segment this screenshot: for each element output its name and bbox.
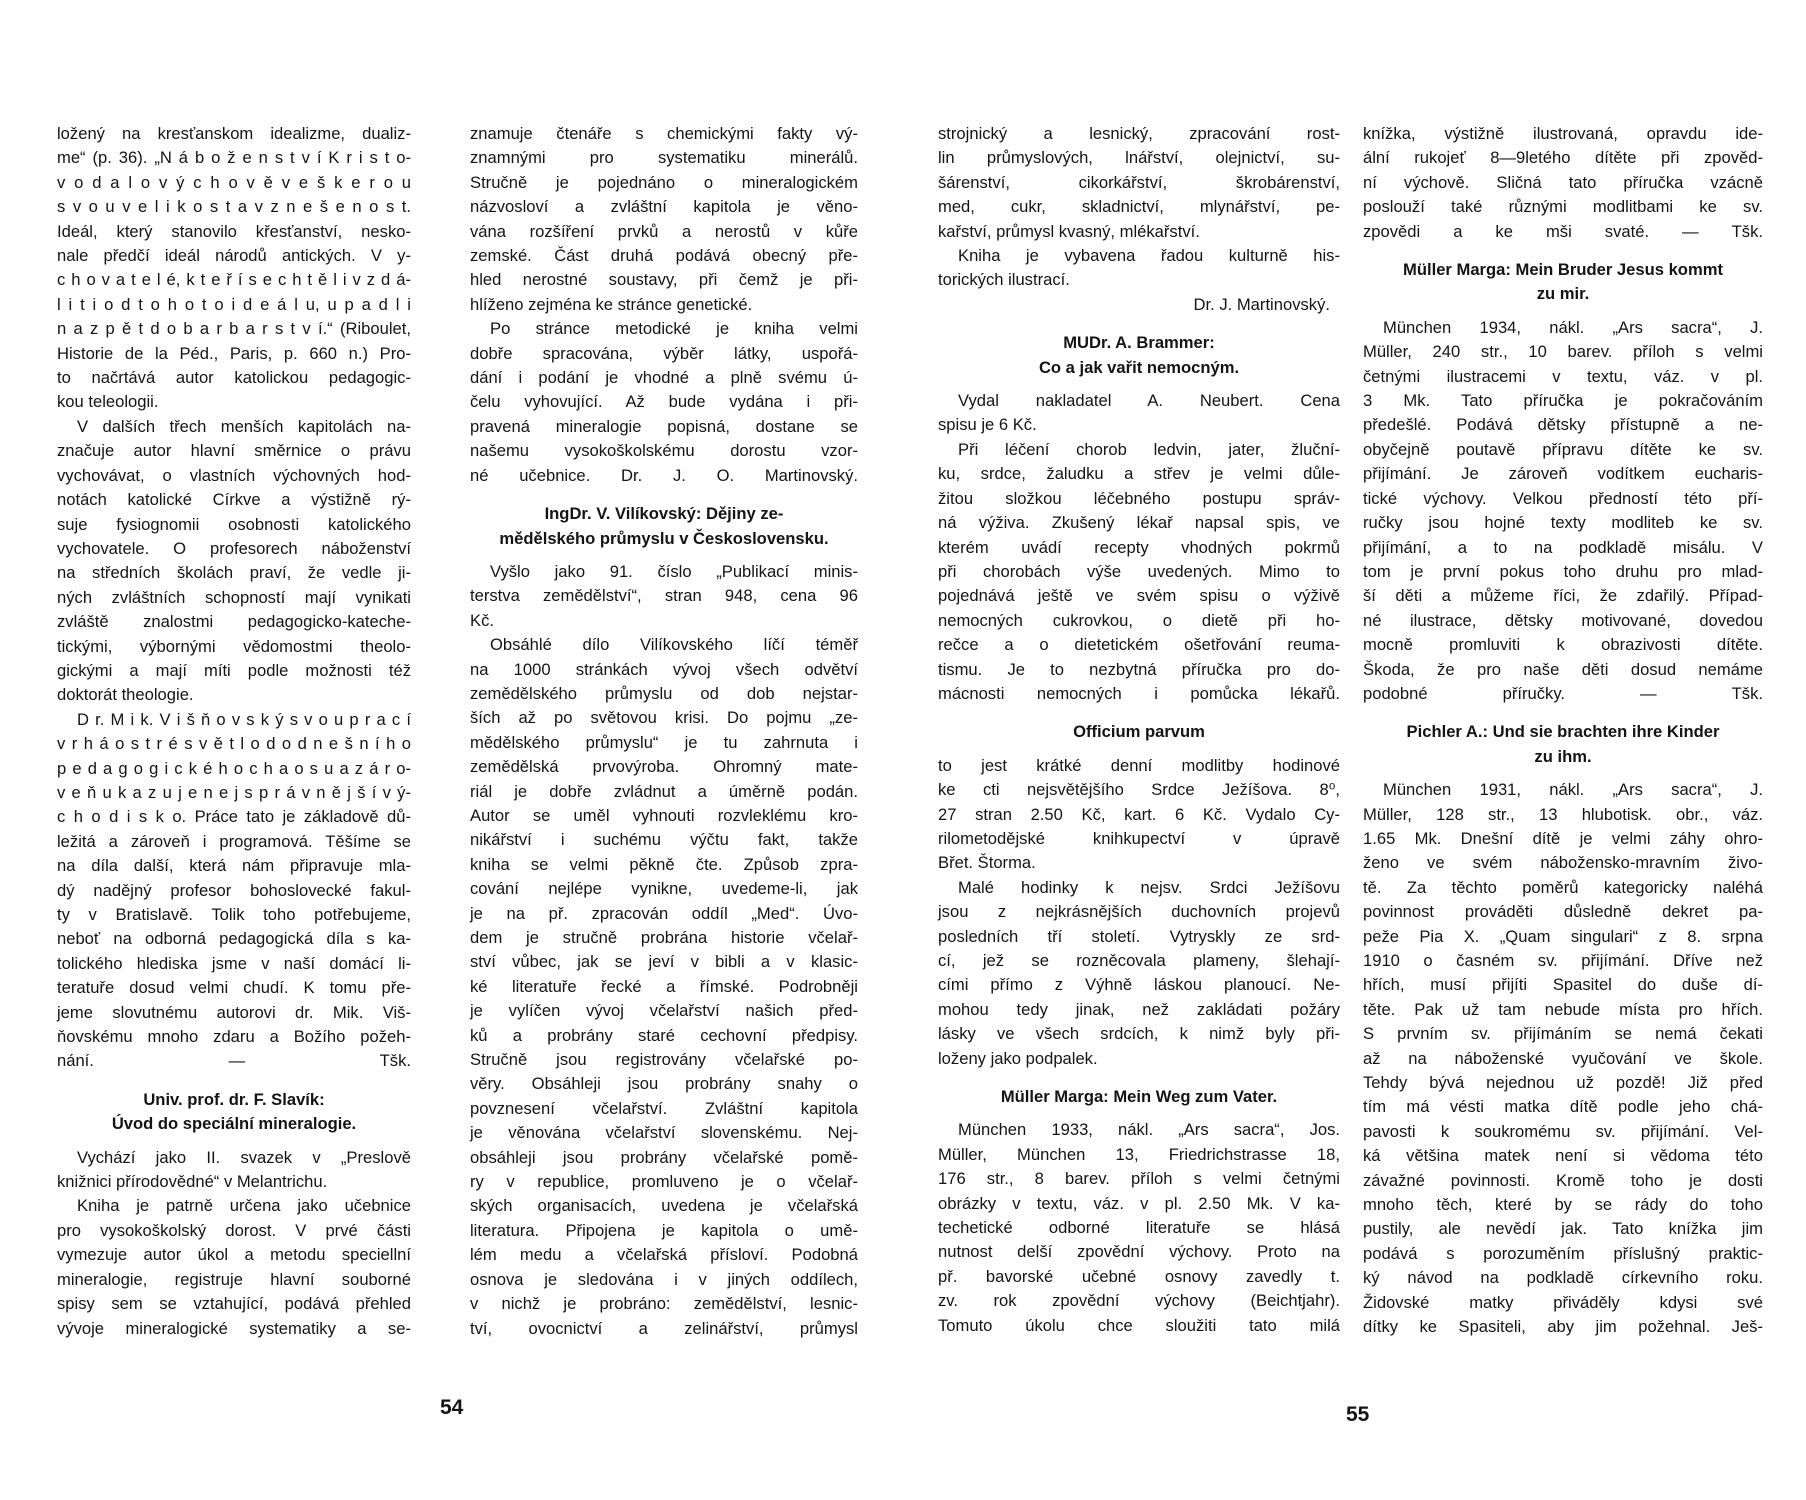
heading-line: Officium parvum: [1073, 722, 1205, 742]
text-line: ká většina matek není si vědoma této: [1363, 1146, 1763, 1166]
text-line: v r h á o s t r é s v ě t l o d o d n e š n í h o: [57, 734, 411, 754]
review-heading: [57, 1088, 411, 1137]
text-line: Při léčení chorob ledvin, jater, žluční-: [958, 439, 1340, 459]
text-line: n a z p ě t d o b a r b a r s t v í.“ (Riboulet,: [57, 319, 411, 339]
text-line: je na př. zpracován oddíl „Med“. Úvo-: [470, 903, 858, 923]
review-heading: [1363, 720, 1763, 769]
text-line: nání. — Tšk.: [57, 1051, 411, 1071]
text-line: hled nerostné soustavy, při čemž je při-: [470, 270, 858, 290]
heading-line: mědělského průmyslu v Československu.: [499, 528, 829, 548]
text-line: zemědělská prvovýroba. Ohromný mate-: [470, 757, 858, 777]
text-line: ty v Bratislavě. Tolik toho potřebujeme,: [57, 905, 411, 924]
page-55-column-right: [1363, 122, 1763, 1340]
text-line: na středních školách praví, že vedle ji-: [57, 563, 411, 583]
text-line: zemské. Část druhá podává obecný pře-: [470, 246, 858, 266]
text-line: mědělského průmyslu“ je tu zahrnuta i: [470, 732, 858, 752]
text-line: přijímání, a to na podkladě misálu. V: [1363, 537, 1763, 557]
text-line: to jest krátké denní modlitby hodinové: [938, 755, 1340, 775]
text-line: Tomuto úkolu chce sloužiti tato milá: [938, 1315, 1340, 1335]
heading-line: Müller Marga: Mein Weg zum Vater.: [1000, 1087, 1278, 1107]
text-line: spisy sem se vztahující, podává přehled: [57, 1294, 411, 1314]
text-line: podobné příručky. — Tšk.: [1363, 683, 1763, 703]
text-line: Müller, 128 str., 13 hlubotisk. obr., váz.: [1363, 804, 1763, 824]
text-line: ležitá a zároveň i programová. Těšíme se: [57, 831, 411, 851]
heading-line: IngDr. V. Vilíkovský: Dějiny ze-: [544, 504, 784, 524]
paragraph: [57, 1194, 411, 1340]
heading-line: Pichler A.: Und sie brachten ihre Kinder: [1406, 722, 1720, 742]
text-line: ských organisacích, uvedena je včelařská: [470, 1196, 858, 1216]
text-line: ké literatuře řecké a římské. Podrobněji: [470, 976, 858, 996]
text-line: Ideál, který stanovilo křesťanství, nesko-: [57, 221, 411, 241]
text-line: Stručně jsou registrovány včelařské po-: [470, 1050, 858, 1070]
text-line: Kč.: [470, 610, 494, 630]
heading-line: Co a jak vařit nemocným.: [1038, 357, 1240, 377]
review-heading: [470, 502, 858, 551]
text-line: nikářství i suchému výčtu fakt, takže: [470, 830, 858, 850]
text-line: teratuře dosud velmi chudí. K tomu pře-: [57, 978, 411, 998]
text-line: mohou tedy jinak, než zakládati požáry: [938, 999, 1340, 1019]
text-line: kterém uvádí recepty vhodných pokrmů: [938, 537, 1340, 557]
text-line: Po stránce metodické je kniha velmi: [490, 319, 858, 339]
text-line: znamuje čtenáře s chemickými fakty vý-: [470, 124, 858, 143]
heading-line: Úvod do speciální mineralogie.: [111, 1114, 357, 1134]
text-line: četnými ilustracemi v textu, váz. v pl.: [1363, 366, 1763, 386]
text-line: strojnický a lesnický, zpracování rost-: [938, 124, 1340, 143]
text-line: nutnost delší zpovědní výchovy. Proto na: [938, 1242, 1340, 1262]
text-line: Břet. Štorma.: [938, 853, 1036, 873]
paragraph: [1363, 316, 1763, 707]
text-line: vána rozšíření prvků a nerostů v kůře: [470, 221, 858, 241]
text-line: obyčejně poutavě přípravu dítěte ke sv.: [1363, 439, 1763, 459]
paragraph: [470, 122, 858, 317]
page-54-column-left: [57, 122, 411, 1341]
text-line: v o d a l o v ý c h o v ě v e š k e r o u: [57, 172, 411, 192]
paragraph: [1363, 122, 1763, 244]
text-line: ry v republice, promluveno je o včelař-: [470, 1172, 858, 1192]
text-line: Autor se uměl vyhnouti rozvleklému kro-: [470, 805, 858, 825]
text-line: podává s porozuměním příslušný praktic-: [1363, 1243, 1763, 1263]
heading-line: zu ihm.: [1534, 746, 1592, 766]
paragraph: [57, 415, 411, 708]
text-line: Vyšlo jako 91. číslo „Publikací minis-: [490, 561, 858, 581]
text-line: žitou složkou léčebného postupu správ-: [938, 488, 1340, 508]
text-line: tolického hlediska jsme v naší domácí li-: [57, 953, 411, 973]
signature: [938, 293, 1340, 317]
text-line: závažné povinnosti. Kromě toho je dosti: [1363, 1170, 1763, 1190]
text-line: Malé hodinky k nejsv. Srdci Ježíšovu: [958, 877, 1340, 897]
paragraph: [938, 876, 1340, 1071]
text-line: cování nejlépe vynikne, uvedeme-li, jak: [470, 879, 858, 899]
text-line: ných zvláštních schopností mají vynikati: [57, 587, 411, 607]
text-line: pavosti k soukromému sv. přijímání. Vel-: [1363, 1121, 1763, 1141]
text-line: Tehdy bývá nejednou už pozdě! Již před: [1363, 1073, 1763, 1093]
text-line: ku, srdce, žaludku a střev je velmi důle-: [938, 464, 1340, 484]
text-line: pravená mineralogie popisná, dostane se: [470, 416, 858, 436]
page-number-left: 54: [440, 1396, 464, 1419]
text-line: kařství, průmysl kvasný, mlékařství.: [938, 221, 1200, 241]
paragraph: [57, 1146, 411, 1195]
text-line: München 1933, nákl. „Ars sacra“, Jos.: [958, 1120, 1340, 1140]
text-line: zv. rok zpovědní výchovy (Beichtjahr).: [938, 1291, 1340, 1311]
paragraph: [938, 389, 1340, 438]
text-line: Kniha je patrně určena jako učebnice: [77, 1196, 411, 1216]
text-line: s v o u v e l i k o s t a v z n e š e n o s t.: [57, 197, 411, 217]
text-line: ženo ve svém nábožensko-mravním živo-: [1363, 853, 1763, 873]
text-line: našemu vysokoškolskému dorostu vzor-: [470, 441, 858, 461]
text-line: tom je první pokus toho druhu pro mlad-: [1363, 561, 1763, 581]
text-line: ší děti a můžeme říci, že zdařilý. Případ-: [1363, 586, 1763, 606]
text-line: ní výchově. Sličná tato příručka vzácně: [1363, 172, 1763, 192]
text-line: 3 Mk. Tato příručka je pokračováním: [1363, 391, 1763, 411]
text-line: ství vůbec, jak se jeví v bibli a v klasic-: [470, 952, 858, 972]
page-54-column-right: [470, 122, 858, 1341]
text-line: zvláště znalostmi pedagogicko-kateche-: [57, 612, 411, 632]
text-line: tě. Za těchto poměrů kategoricky naléhá: [1363, 877, 1763, 897]
text-line: Obsáhlé dílo Vilíkovského líčí téměř: [490, 635, 858, 655]
text-line: vývoje mineralogické systematiky a se-: [57, 1318, 411, 1338]
paragraph: [57, 708, 411, 1074]
paragraph: [1363, 778, 1763, 1339]
text-line: dobře spracována, výběr látky, uspořá-: [470, 343, 858, 363]
paragraph: [938, 754, 1340, 876]
text-line: spisu je 6 Kč.: [938, 415, 1037, 435]
heading-line: Univ. prof. dr. F. Slavík:: [143, 1089, 325, 1109]
text-line: v e ň u k a z u j e n e j s p r á v n ě j š í v ý-: [57, 782, 411, 802]
text-line: Škoda, že pro naše děti dosud nemáme: [1363, 659, 1763, 679]
text-line: 176 str., 8 barev. příloh s velmi četnými: [938, 1169, 1340, 1189]
text-line: ální rukojeť 8—9letého dítěte při zpověd-: [1363, 148, 1763, 168]
paragraph: [470, 633, 858, 1341]
text-line: povznesení včelařství. Zvláštní kapitola: [470, 1098, 858, 1118]
paragraph: [938, 244, 1340, 293]
text-line: kniha se velmi pěkně čte. Způsob zpra-: [470, 854, 858, 874]
paragraph: [938, 122, 1340, 244]
text-line: München 1934, nákl. „Ars sacra“, J.: [1383, 317, 1763, 337]
text-line: ků a probrány staré cechovní předpisy.: [470, 1025, 858, 1045]
text-line: poslouží také různými modlitbami ke sv.: [1363, 197, 1763, 217]
text-line: nale předčí ideál národů antických. V y-: [57, 246, 411, 266]
text-line: né ilustrace, dětsky motivované, dovedou: [1363, 610, 1763, 630]
text-line: l i t i o d t o h o t o i d e á l u, u p a d l i: [57, 294, 411, 314]
text-line: peže Pia X. „Quam singulari“ z 8. srpna: [1363, 926, 1763, 946]
text-line: mocně promluviti k obrazivosti dítěte.: [1363, 635, 1763, 655]
text-line: pojednává ještě ve svém spisu o výživě: [938, 586, 1340, 606]
review-heading: [938, 1085, 1340, 1109]
page-gutter: [903, 0, 904, 1500]
text-line: tismu. Je to nezbytná příručka pro do-: [938, 659, 1340, 679]
text-line: Müller, München 13, Friedrichstrasse 18,: [938, 1144, 1340, 1164]
text-line: při chorobách výše uvedených. Mimo to: [938, 561, 1340, 581]
text-line: Dr. J. Martinovský.: [1193, 294, 1330, 314]
text-line: čelu vyhovující. Až bude vydána i při-: [470, 392, 858, 412]
text-line: gickými a mají míti podle možnosti též: [57, 660, 411, 680]
text-line: ke cti nejsvětějšího Srdce Ježíšova. 8⁰,: [938, 780, 1340, 800]
text-line: neboť na odborná pedagogická díla s ka-: [57, 929, 411, 949]
text-line: knížka, výstižně ilustrovaná, opravdu ide-: [1363, 124, 1763, 143]
text-line: rilometodějské knihkupectví v úpravě: [938, 828, 1340, 848]
text-line: terstva zemědělství“, stran 948, cena 96: [470, 586, 858, 606]
text-line: zpovědi a ke mši svaté. — Tšk.: [1363, 221, 1763, 241]
text-line: mnoho těch, které by se rády do toho: [1363, 1195, 1763, 1215]
text-line: znamnými pro systematiku minerálů.: [470, 148, 858, 168]
heading-line: Müller Marga: Mein Bruder Jesus kommt: [1403, 260, 1723, 280]
text-line: názvosloví a zvláštní kapitola je věno-: [470, 197, 858, 217]
review-heading: [938, 331, 1340, 380]
text-line: Vydal nakladatel A. Neubert. Cena: [958, 391, 1340, 411]
text-line: Židovské matky přiváděly kdysi své: [1363, 1292, 1763, 1312]
text-line: me“ (p. 36). „N á b o ž e n s t v í K r i s t o-: [57, 148, 411, 168]
text-line: to načrtává autor katolickou pedagogic-: [57, 368, 411, 388]
text-line: jsou z nejkrásnějších duchovních projevů: [938, 902, 1340, 922]
paragraph: [938, 438, 1340, 706]
review-heading: [938, 720, 1340, 744]
text-line: tické výchovy. Velkou předností této pří-: [1363, 488, 1763, 508]
text-line: až na náboženské vyučování ve škole.: [1363, 1048, 1763, 1068]
text-line: ná výživa. Zkušený lékař napsal spis, ve: [938, 513, 1340, 533]
text-line: těte. Pak už tam nebude místa pro hřích.: [1363, 999, 1763, 1019]
text-line: 27 stran 2.50 Kč, kart. 6 Kč. Vydalo Cy-: [938, 804, 1340, 824]
text-line: Vychází jako II. svazek v „Preslově: [77, 1147, 411, 1167]
text-line: dem je stručně probrána historie včelař-: [470, 928, 858, 947]
text-line: je vylíčen vývoj včelařství našich před-: [470, 1001, 858, 1021]
text-line: př. bavorské učebné osnovy zavedly t.: [938, 1266, 1340, 1286]
text-line: V dalších třech menších kapitolách na-: [77, 416, 411, 436]
text-line: vychovávat, o vlastních výchovných hod-: [57, 465, 411, 485]
text-line: mácnosti nemocných i pomůcka lékařů.: [938, 683, 1340, 703]
text-line: tví, ovocnictví a zelinářství, průmysl: [470, 1318, 858, 1338]
text-line: med, cukr, skladnictví, mlynářství, pe-: [938, 197, 1340, 217]
text-line: loženy jako podpalek.: [938, 1048, 1098, 1068]
text-line: literatura. Připojena je kapitola o umě-: [470, 1220, 858, 1240]
text-line: tím má vésti matka dítě podle jeho chá-: [1363, 1097, 1763, 1117]
page-number-right: 55: [1346, 1403, 1370, 1426]
text-line: předešlé. Podává dětsky přístupně a ne-: [1363, 415, 1763, 435]
text-line: né učebnice. Dr. J. O. Martinovský.: [470, 465, 858, 485]
text-line: jeme slovutnému autorovi dr. Mik. Viš-: [57, 1002, 411, 1022]
text-line: p e d a g o g i c k é h o c h a o s u a z á r o-: [57, 758, 411, 778]
text-line: ručky jsou hojné texty modliteb ke sv.: [1363, 513, 1763, 533]
text-line: D r. M i k. V i š ň o v s k ý s v o u p r a c í: [77, 709, 411, 729]
text-line: cí, jež se rozněcovala plameny, šlehají-: [938, 951, 1340, 970]
text-line: je věnována včelařství slovenskému. Nej-: [470, 1123, 858, 1143]
text-line: knižnici přírodovědné“ v Melantrichu.: [57, 1172, 328, 1192]
text-line: Kniha je vybavena řadou kulturně his-: [958, 246, 1340, 266]
text-line: lásky ve všech srdcích, k nimž byly při-: [938, 1024, 1340, 1044]
text-line: techetické odborné literatuře se hlásá: [938, 1218, 1340, 1238]
text-line: dítky ke Spasiteli, aby jim požehnal. Ješ-: [1363, 1317, 1763, 1337]
text-line: lém medu a včelařská přísloví. Podobná: [470, 1245, 858, 1265]
text-line: hlíženo zejména ke stránce genetické.: [470, 294, 753, 314]
text-line: dý nadějný profesor bohoslovecké fakul-: [57, 880, 411, 900]
review-heading: [1363, 258, 1763, 307]
text-line: vychovatele. O profesorech náboženství: [57, 538, 411, 558]
text-line: dání i podání je vhodné a plně svému ú-: [470, 368, 858, 388]
heading-line: zu mir.: [1536, 284, 1590, 304]
text-line: šárenství, cikorkářství, škrobárenství,: [938, 172, 1340, 192]
text-line: povinnost prováděti důsledně dekret pa-: [1363, 902, 1763, 922]
text-line: S prvním sv. přijímáním se nemá čekati: [1363, 1024, 1763, 1044]
text-line: obsáhleji jsou probrány včelařské pomě-: [470, 1147, 858, 1167]
text-line: mineralogie, registruje hlavní souborné: [57, 1269, 411, 1289]
paragraph: [57, 122, 411, 415]
paragraph: [938, 1118, 1340, 1338]
text-line: torických ilustrací.: [938, 270, 1070, 290]
text-line: obrázky v textu, váz. v pl. 2.50 Mk. V ka-: [938, 1193, 1340, 1213]
text-line: pro vysokoškolský dorost. V prvé části: [57, 1220, 411, 1240]
paragraph: [470, 560, 858, 633]
text-line: riál je dobře zvládnut a úměrně podán.: [470, 781, 858, 801]
paragraph: [470, 317, 858, 488]
text-line: značuje autor hlavní směrnice o právu: [57, 441, 411, 461]
heading-line: MUDr. A. Brammer:: [1063, 333, 1215, 353]
text-line: Stručně je pojednáno o mineralogickém: [470, 172, 858, 192]
text-line: zemědělského průmyslu od dob nejstar-: [470, 683, 858, 703]
text-line: suje fysiognomii osobnosti katolického: [57, 514, 411, 534]
text-line: pustily, ale nevědí jak. Tato knížka jim: [1363, 1219, 1763, 1239]
text-line: v nichž je probráno: zemědělství, lesnic-: [470, 1294, 858, 1314]
text-line: hřích, musí přijíti Spasitel do duše dí-: [1363, 975, 1763, 995]
text-line: rečce a o dietetickém ošetřování reuma-: [938, 635, 1340, 655]
text-line: věry. Obsáhleji jsou probrány snahy o: [470, 1074, 858, 1094]
text-line: cími přímo z Výhně láskou planoucí. Ne-: [938, 975, 1340, 995]
text-line: München 1931, nákl. „Ars sacra“, J.: [1383, 780, 1763, 800]
text-line: ložený na kresťanskom idealizme, dualiz-: [57, 124, 411, 143]
text-line: kou teleologii.: [57, 392, 159, 412]
page-55-column-left: [938, 122, 1340, 1338]
text-line: lin průmyslových, lnářství, olejnictví, su-: [938, 148, 1340, 168]
text-line: ších až po světovou krisi. Do pojmu „ze-: [470, 708, 858, 728]
text-line: Müller, 240 str., 10 barev. příloh s velmi: [1363, 342, 1763, 362]
text-line: 1910 o časném sv. přijímání. Dříve než: [1363, 951, 1763, 970]
text-line: vymezuje autor úkol a metodu speciellní: [57, 1245, 411, 1265]
text-line: notách katolické Církve a výstižně rý-: [57, 490, 411, 510]
text-line: na 1000 stránkách vývoj všech odvětví: [470, 659, 858, 679]
text-line: ňovskému mnoho zdaru a Božího požeh-: [57, 1027, 411, 1047]
text-line: přijímání. Je zároveň vodítkem eucharis-: [1363, 464, 1763, 484]
text-line: tickými, výbornými vědomostmi theolo-: [57, 636, 411, 656]
text-line: 1.65 Mk. Dnešní dítě je velmi záhy ohro-: [1363, 828, 1763, 848]
text-line: osnova je sledována i v jiných oddílech,: [470, 1269, 858, 1289]
text-line: na díla další, která nám připravuje mla-: [57, 856, 411, 876]
text-line: nemocných cukrovkou, o dietě při ho-: [938, 610, 1340, 630]
text-line: doktorát theologie.: [57, 685, 194, 705]
text-line: ký návod na podkladě církevního roku.: [1363, 1268, 1763, 1288]
text-line: c h o d i s k o. Práce tato je základově dů-: [57, 807, 411, 827]
text-line: Historie de la Péd., Paris, p. 660 n.) Pro-: [57, 343, 411, 363]
text-line: posledních tří století. Vytryskly ze srd-: [938, 926, 1340, 946]
text-line: c h o v a t e l é, k t e ř í s e c h t ě l i v z d á-: [57, 270, 411, 290]
